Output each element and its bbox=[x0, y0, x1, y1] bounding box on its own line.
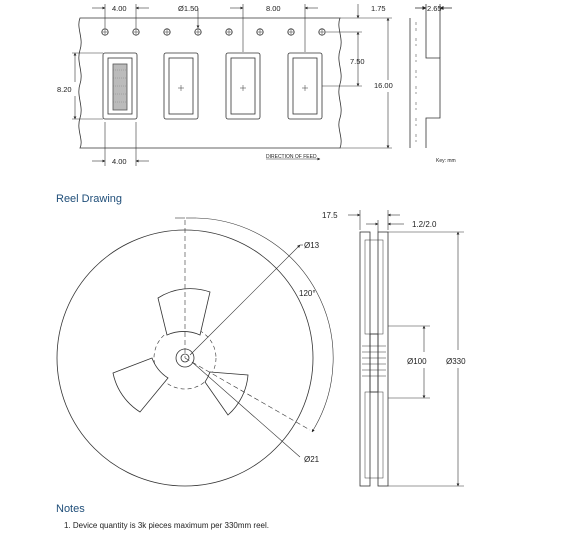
pocket-pitch-label: 8.00 bbox=[266, 4, 281, 13]
reel-front-view bbox=[57, 218, 333, 486]
edge-distance-label: 1.75 bbox=[371, 4, 386, 13]
hole-diameter-label: Ø1.50 bbox=[178, 4, 199, 13]
pocket-width-label: 4.00 bbox=[112, 157, 127, 166]
hub-width-label: 17.5 bbox=[322, 211, 338, 220]
carrier-tape-drawing bbox=[72, 4, 452, 166]
outer-diameter-label: Ø330 bbox=[446, 357, 466, 366]
feed-direction-label: DIRECTION OF FEED bbox=[266, 154, 317, 160]
reel-drawing-title: Reel Drawing bbox=[56, 193, 123, 205]
units-key-label: Key: mm bbox=[436, 158, 456, 164]
tape-pocket-4 bbox=[288, 53, 322, 119]
reel-side-view bbox=[348, 210, 464, 486]
note-item-1: 1. Device quantity is 3k pieces maximum per 330mm reel. bbox=[64, 521, 269, 530]
tape-thickness-label: 2.65 bbox=[427, 4, 442, 13]
pocket-height-label: 8.20 bbox=[57, 85, 72, 94]
tape-width-label: 16.00 bbox=[374, 81, 393, 90]
flange-thickness-label: 1.2/2.0 bbox=[412, 220, 437, 229]
reel-window-left bbox=[113, 358, 168, 412]
inner-diameter-label: Ø100 bbox=[407, 357, 427, 366]
hole-to-center-label: 7.50 bbox=[350, 57, 365, 66]
reel-window-top bbox=[158, 289, 210, 335]
window-angle-label: 120° bbox=[299, 289, 316, 298]
notes-title: Notes bbox=[56, 503, 85, 515]
center-diameter-label: Ø21 bbox=[304, 455, 320, 464]
tape-pocket-2 bbox=[164, 53, 198, 119]
reel-window-right bbox=[205, 372, 248, 415]
hub-diameter-label: Ø13 bbox=[304, 241, 320, 250]
tape-side-profile bbox=[410, 4, 452, 148]
pitch-dimension-label: 4.00 bbox=[112, 4, 127, 13]
tape-pocket-1-with-device bbox=[103, 53, 137, 119]
sprocket-holes bbox=[102, 29, 325, 35]
tape-pocket-3 bbox=[226, 53, 260, 119]
